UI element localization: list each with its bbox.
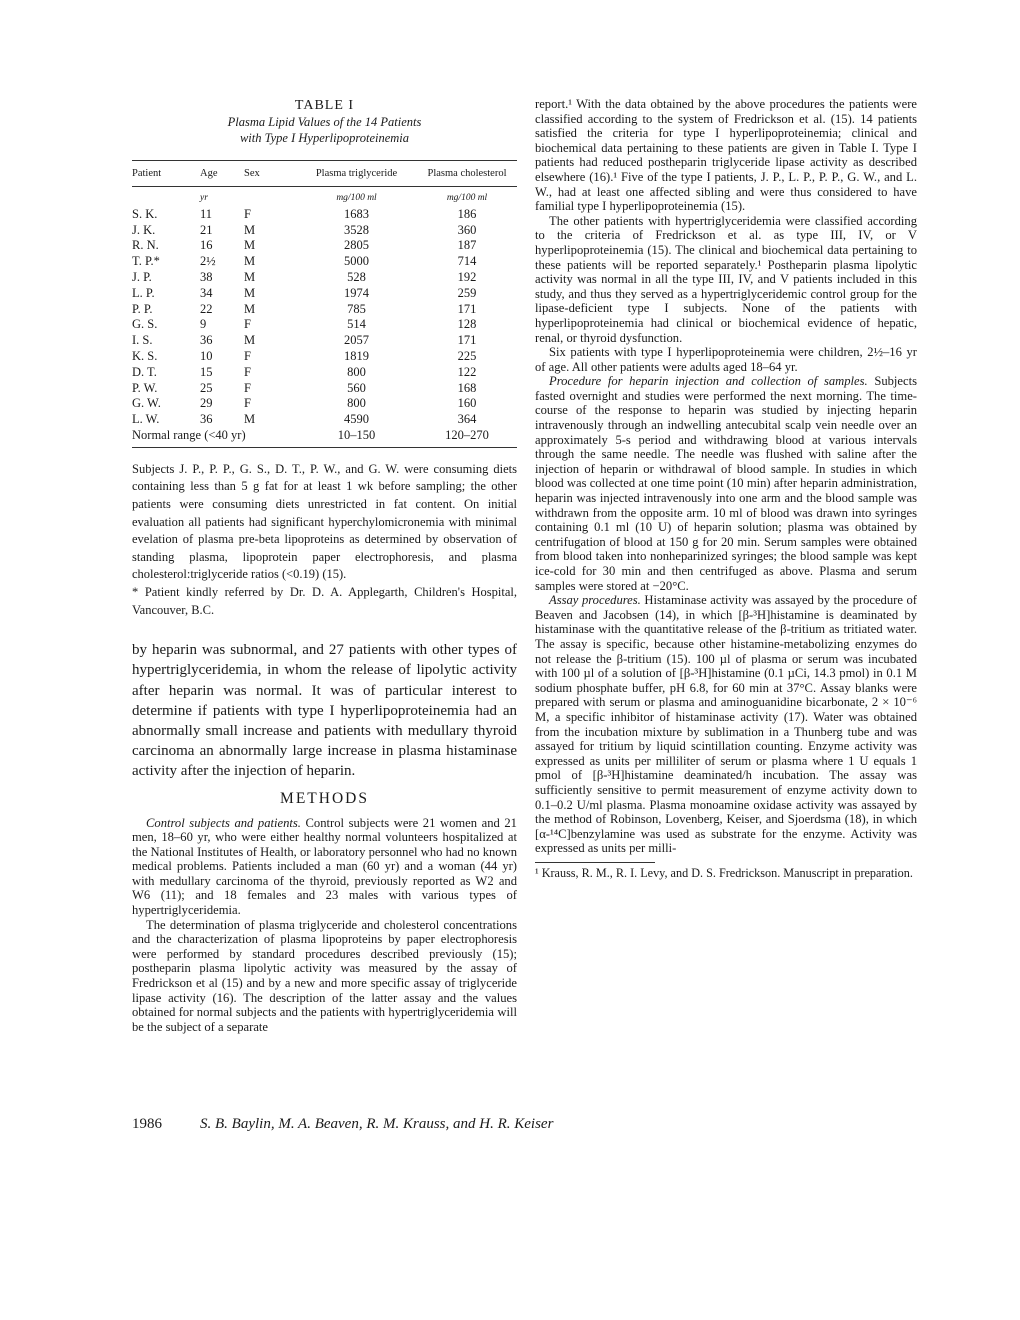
table-cell: T. P.* bbox=[132, 254, 160, 269]
table-cell: 714 bbox=[457, 254, 477, 269]
table-cell: 29 bbox=[200, 396, 213, 411]
right-body bbox=[535, 97, 917, 856]
assay-subheading: Assay procedures. bbox=[549, 593, 641, 608]
table-cell: 1974 bbox=[344, 285, 369, 300]
table-cell: M bbox=[244, 269, 256, 284]
header-cholesterol: Plasma cholesterol bbox=[417, 161, 517, 187]
table-label: TABLE I bbox=[294, 98, 355, 113]
table-row bbox=[132, 365, 517, 381]
table-cell: 16 bbox=[200, 238, 213, 253]
page-footnote: ¹ Krauss, R. M., R. I. Levy, and D. S. Fredrickson. Manuscript in preparation. bbox=[535, 865, 913, 880]
table-cell: F bbox=[244, 348, 251, 363]
table-cell: 364 bbox=[457, 412, 477, 427]
running-authors: S. B. Baylin, M. A. Beaven, R. M. Krauss, and H. R. Keiser bbox=[200, 1116, 554, 1132]
table-cell: J. K. bbox=[132, 222, 156, 237]
table-cell: 171 bbox=[457, 301, 477, 316]
table-cell: 171 bbox=[457, 333, 477, 348]
table-cell: 1819 bbox=[344, 348, 369, 363]
normal-range-label: Normal range (<40 yr) bbox=[132, 428, 296, 447]
table-footnote-1: Subjects J. P., P. P., G. S., D. T., P. W., and G. W. were consuming diets containing less than 5 g fat for at least 1 wk before sampling; the other patients were consuming diets unrestricted in fat content. On initial evaluation all patients had significant hyperchylomicronemia with minimal evelation of plasma pre-beta lipoproteins as determined by observation of standing plasma, lipoprotein paper electrophoresis, and plasma cholesterol:triglyceride ratios (<0.19) (15). bbox=[132, 461, 517, 582]
table-cell: R. N. bbox=[132, 238, 159, 253]
table-cell: L. W. bbox=[132, 412, 160, 427]
table-row bbox=[132, 286, 517, 302]
table-cell: 25 bbox=[200, 380, 213, 395]
table-cell: P. W. bbox=[132, 380, 158, 395]
table-cell: 800 bbox=[347, 396, 366, 411]
table-cell: L. P. bbox=[132, 285, 155, 300]
table-cell: J. P. bbox=[132, 269, 152, 284]
table-cell: 168 bbox=[457, 380, 477, 395]
page-number: 1986 bbox=[132, 1116, 162, 1132]
table-cell: 36 bbox=[200, 333, 213, 348]
table-cell: K. S. bbox=[132, 348, 158, 363]
table-row bbox=[132, 317, 517, 333]
unit-cell bbox=[132, 187, 200, 207]
table-cell: 514 bbox=[347, 317, 366, 332]
table-cell: I. S. bbox=[132, 333, 153, 348]
control-subheading: Control subjects and patients. bbox=[146, 815, 301, 830]
normal-range-row bbox=[132, 428, 517, 447]
table-row bbox=[132, 333, 517, 349]
footnote-rule bbox=[535, 862, 655, 863]
paragraph-classification: report.¹ With the data obtained by the above procedures the patients were classified according to the system of Fredrickson et al. (15). 14 patients satisfied the criteria for type I hyperlipoproteinemia; clinical and biochemical data pertaining to these patients are given in Table I. Type I patients had reduced postheparin triglyceride lipase activity as described elsewhere (16).¹ Five of the type I patients, J. P., L. P., P. P., G. W., and L. W., had at least one affected sibling and were thus considered to have familial type I hyperlipoproteinemia (15). bbox=[535, 97, 917, 214]
table-cell: 36 bbox=[200, 412, 213, 427]
table-cell: 192 bbox=[457, 269, 477, 284]
methods-body bbox=[132, 816, 517, 1035]
table-cell: M bbox=[244, 238, 256, 253]
control-text: Control subjects were 21 women and 21 men, 18–60 yr, who were either healthy normal volunteers hospitalized at the National Institutes of Health, or laboratory personnel who had no known medical problems. Patients included a man (60 yr) and a woman (44 yr) with medullary carcinoma of the thyroid, previously reported as W2 and W6 (11); and 18 females and 23 males with various types of hypertriglyceridemia. bbox=[132, 815, 517, 918]
table-cell: F bbox=[244, 206, 251, 221]
methods-heading: METHODS bbox=[280, 789, 369, 807]
paragraph-other-patients: The other patients with hypertriglyceridemia were classified according to the criteria of Fredrickson et al. as type III, IV, or V hyperlipoproteinemia (15). The clinical and biochemical data pertaining to these patients will be reported separately.¹ Postheparin plasma lipolytic activity was normal in all the type III, IV, and V patients included in this study, and thus they served as a hypertriglyceridemic control group for the lipase-deficient type I subjects. None of the patients with hyperlipoproteinemia had clinical or biochemical evidence of hepatic, renal, or thyroid dysfunction. bbox=[535, 213, 917, 345]
determination-paragraph: The determination of plasma triglyceride and cholesterol concentrations and the characterization of plasma lipoproteins by paper electrophoresis were performed by standard procedures described previously (15); postheparin plasma lipolytic activity was measured by the assay of Fredrickson et al (15) and by a new and more specific assay of triglyceride lipase activity (16). The description of the latter assay and the values obtained for normal subjects and the patients with hypertriglyceridemia will be the subject of a separate bbox=[132, 917, 517, 1034]
lead-text: by heparin was subnormal, and 27 patients with other types of hypertriglyceridemia, in whom the release of lipolytic activity after heparin was normal. It was of particular interest to determine if patients with type I hyperlipoproteinemia had an abnormally small increase and patients with medullary thyroid carcinoma an abnormally large increase in plasma histaminase activity after the injection of heparin. bbox=[132, 642, 517, 780]
table-cell: 10 bbox=[200, 348, 213, 363]
right-column bbox=[535, 97, 917, 881]
table-cell: 122 bbox=[457, 364, 477, 379]
header-age: Age bbox=[200, 161, 244, 187]
table-cell: 3528 bbox=[344, 222, 369, 237]
assay-text: Histaminase activity was assayed by the procedure of Beaven and Jacobsen (14), in which [β-³H]histamine is deaminated by histaminase with the quantitative release of the β-tritium as tritiated water. The assay is specific, because other histamine-metabolizing enzymes do not release the β-tritium (15). 100 µl of plasma or serum was incubated with 100 µl of a solution of [β-³H]histamine (0.1 µCi, 14.3 pmol) in 0.1 M sodium phosphate buffer, pH 6.8, for 60 min at 37°C. Assay blanks were prepared with serum or plasma and aminoguanidine bicarbonate, 2 × 10⁻⁶ M, a specific inhibitor of histaminase activity (17). Water was obtained from the incubation mixture by sublimation in a Thunberg tube and was assayed for tritium by liquid scintillation counting. Enzyme activity was expressed as units per milliliter of serum or plasma where 1 U equals 1 pmol of [β-³H]histamine deaminated/h incubation. The assay was sufficiently sensitive to permit measurement of enzyme activity down to 0.1–0.2 U/ml plasma. Plasma monoamine oxidase activity was assayed by the method of Robinson, Lovenberg, Keiser, and Sjoerdsma (18), in which [α-¹⁴C]benzylamine was used as substrate for the enzyme. Activity was expressed as units per milli- bbox=[535, 593, 917, 856]
header-triglyceride: Plasma triglyceride bbox=[296, 161, 417, 187]
table-cell: 360 bbox=[457, 222, 477, 237]
table-cell: 9 bbox=[200, 317, 207, 332]
table-cell: M bbox=[244, 254, 256, 269]
table-cell: M bbox=[244, 333, 256, 348]
table-cell: 5000 bbox=[344, 254, 369, 269]
table-title-line1: Plasma Lipid Values of the 14 Patients bbox=[227, 115, 422, 129]
table-row bbox=[132, 254, 517, 270]
table-footnotes bbox=[132, 461, 517, 619]
table-cell: 2½ bbox=[200, 254, 216, 269]
table-cell: 21 bbox=[200, 222, 213, 237]
unit-cell bbox=[244, 187, 296, 207]
unit-cell: yr bbox=[200, 193, 208, 203]
table-cell: G. W. bbox=[132, 396, 161, 411]
header-patient: Patient bbox=[132, 161, 200, 187]
table-cell: 785 bbox=[347, 301, 366, 316]
procedure-subheading: Procedure for heparin injection and collection of samples. bbox=[549, 374, 868, 389]
table-cell: 34 bbox=[200, 285, 213, 300]
table-row bbox=[132, 412, 517, 428]
table-cell: M bbox=[244, 285, 256, 300]
table-row bbox=[132, 270, 517, 286]
table-cell: F bbox=[244, 364, 251, 379]
table-cell: D. T. bbox=[132, 364, 157, 379]
table-cell: 2805 bbox=[344, 238, 369, 253]
table-cell: 38 bbox=[200, 269, 213, 284]
table-cell: 186 bbox=[457, 206, 477, 221]
lipid-table bbox=[132, 160, 517, 448]
table-row bbox=[132, 349, 517, 365]
running-footer bbox=[132, 1116, 553, 1133]
paragraph-ages: Six patients with type I hyperlipoproteinemia were children, 2½–16 yr of age. All other patients were adults aged 18–64 yr. bbox=[535, 345, 917, 374]
table-row bbox=[132, 223, 517, 239]
table-cell: M bbox=[244, 412, 256, 427]
table-row bbox=[132, 238, 517, 254]
table-row bbox=[132, 381, 517, 397]
units-row bbox=[132, 187, 517, 207]
table-cell: G. S. bbox=[132, 317, 158, 332]
table-cell: F bbox=[244, 317, 251, 332]
unit-cell: mg/100 ml bbox=[336, 193, 377, 203]
table-row bbox=[132, 302, 517, 318]
left-lead-paragraph bbox=[132, 640, 517, 781]
table-footnote-2: * Patient kindly referred by Dr. D. A. Applegarth, Children's Hospital, Vancouver, B.C. bbox=[132, 584, 517, 617]
table-cell: 2057 bbox=[344, 333, 369, 348]
table-caption bbox=[132, 98, 517, 146]
table-cell: 800 bbox=[347, 364, 366, 379]
table-cell: 1683 bbox=[344, 206, 369, 221]
table-cell: 160 bbox=[457, 396, 477, 411]
table-cell: 528 bbox=[347, 269, 366, 284]
table-cell: M bbox=[244, 301, 256, 316]
normal-range-triglyceride: 10–150 bbox=[296, 428, 417, 447]
table-cell: P. P. bbox=[132, 301, 153, 316]
table-cell: 560 bbox=[347, 380, 366, 395]
table-cell: 259 bbox=[457, 285, 477, 300]
table-cell: F bbox=[244, 380, 251, 395]
procedure-text: Subjects fasted overnight and studies were performed the next morning. The time-course of the response to heparin was studied by injecting heparin intravenously through an indwelling antecubital scalp vein needle over an approximately 5-s period and withdrawing blood at various intervals through the same needle. The needle was flushed with saline after the injection of heparin or withdrawal of blood sample. In studies in which blood was collected at one time point (10 min) after heparin administration, heparin was injected intravenously into one arm and the blood sample was withdrawn from the opposite arm. 10 ml of blood was drawn into syringes containing 0.1 ml (10 U) of heparin solution; plasma was obtained by centrifugation of blood at 150 g for 20 min. Serum samples were obtained from blood taken into nonheparinized syringes; the blood sample was kept ice-cold for 30 min and then centrifuged as above. Plasma and serum samples were stored at −20°C. bbox=[535, 374, 917, 593]
table-cell: F bbox=[244, 396, 251, 411]
header-sex: Sex bbox=[244, 161, 296, 187]
table-cell: 128 bbox=[457, 317, 477, 332]
table-cell: 11 bbox=[200, 206, 213, 221]
table-cell: 4590 bbox=[344, 412, 369, 427]
normal-range-cholesterol: 120–270 bbox=[417, 428, 517, 447]
left-column bbox=[132, 98, 517, 1034]
table-row bbox=[132, 207, 517, 223]
table-cell: 187 bbox=[457, 238, 477, 253]
table-title-line2: with Type I Hyperlipoproteinemia bbox=[239, 131, 410, 145]
unit-cell: mg/100 ml bbox=[446, 193, 488, 203]
table-cell: 225 bbox=[457, 348, 477, 363]
table-cell: M bbox=[244, 222, 256, 237]
table-cell: 15 bbox=[200, 364, 213, 379]
table-cell: 22 bbox=[200, 301, 213, 316]
table-cell: S. K. bbox=[132, 206, 158, 221]
table-header-row bbox=[132, 161, 517, 187]
table-row bbox=[132, 396, 517, 412]
